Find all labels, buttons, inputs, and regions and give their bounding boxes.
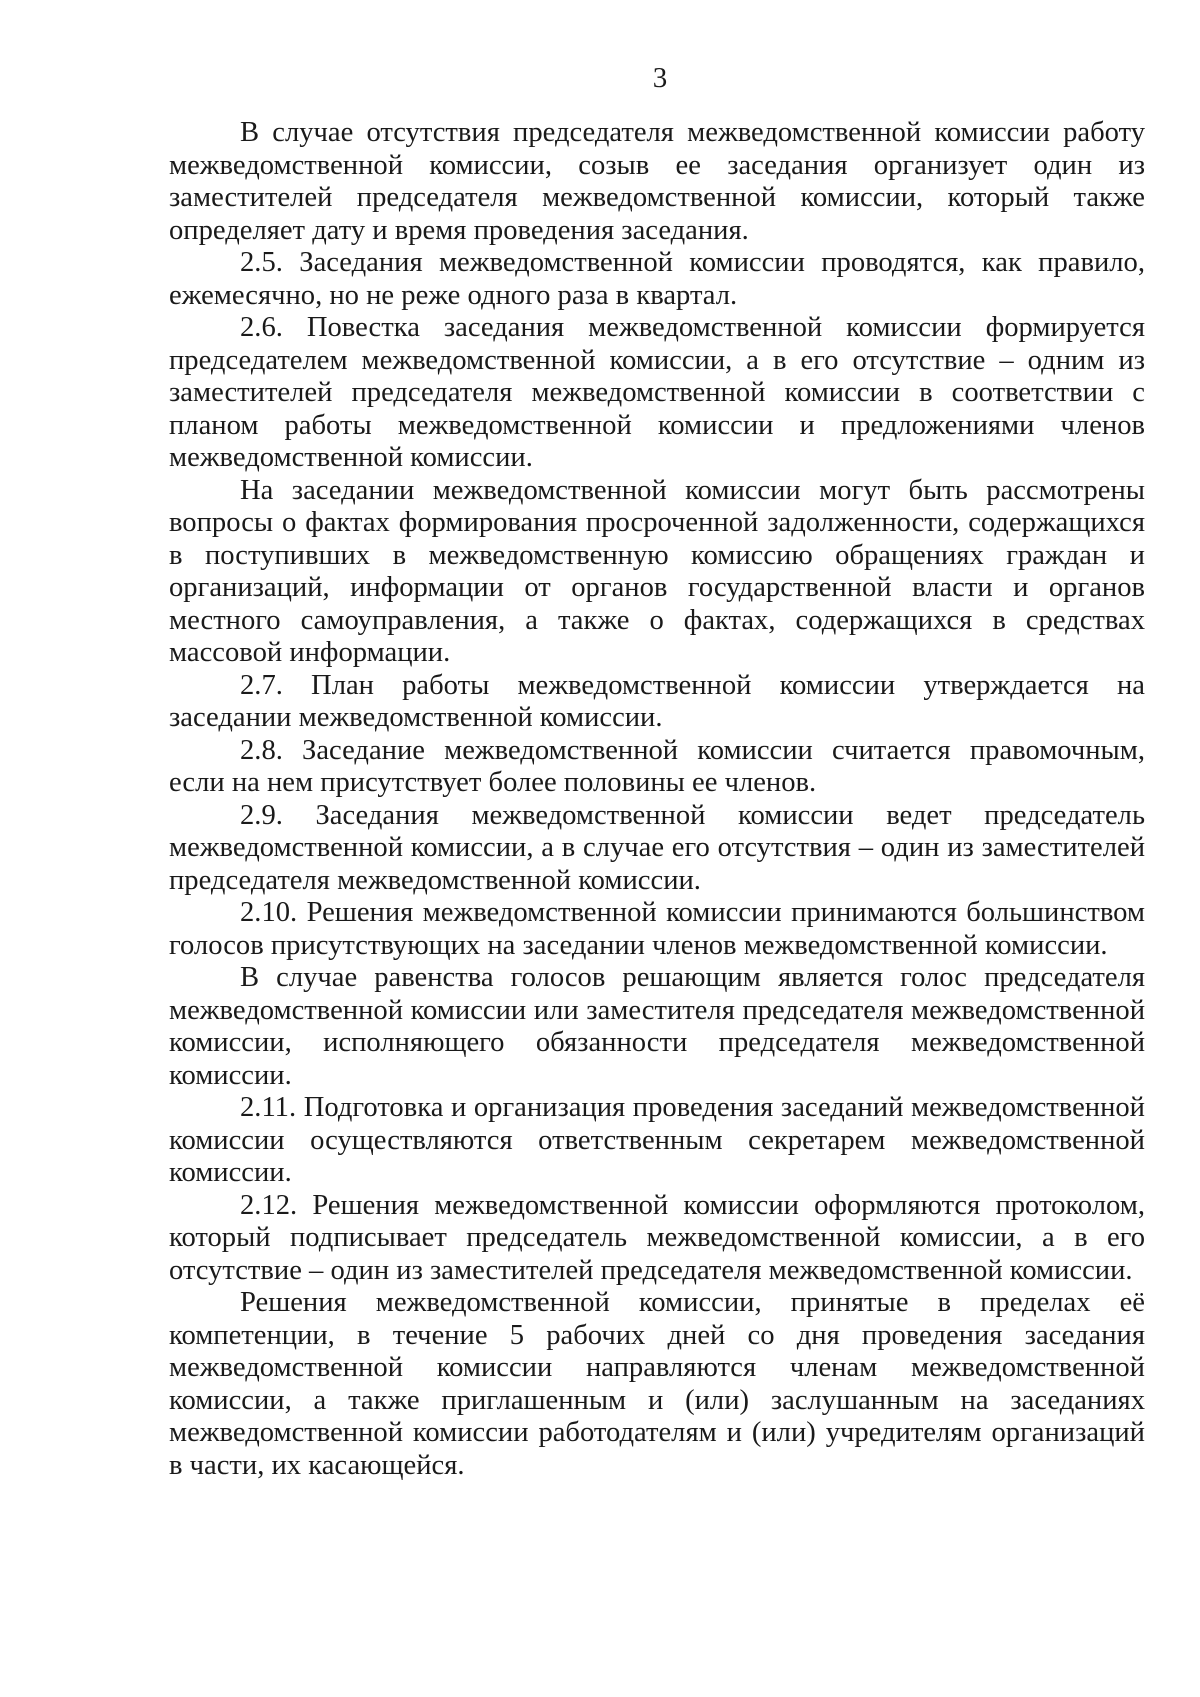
paragraph-2-8: 2.8. Заседание межведомственной комиссии считается правомочным, если на нем присутствует более половины ее членов. <box>169 734 1145 798</box>
paragraph-2-7: 2.7. План работы межведомственной комиссии утверждается на заседании межведомственной комиссии. <box>169 669 1145 733</box>
paragraph-2-5: 2.5. Заседания межведомственной комиссии проводятся, как правило, ежемесячно, но не реже одного раза в квартал. <box>169 247 1145 311</box>
paragraph-2-11: 2.11. Подготовка и организация проведения заседаний межведомственной комиссии осуществляются ответственным секретарем межведомственной комиссии. <box>169 1092 1145 1188</box>
paragraph-tie-vote: В случае равенства голосов решающим является голос председателя межведомственной комиссии или заместителя председателя межведомственной комиссии, исполняющего обязанности председателя межведомственной комиссии. <box>169 962 1145 1091</box>
paragraph-decisions-distribution: Решения межведомственной комиссии, принятые в пределах её компетенции, в течение 5 рабочих дней со дня проведения заседания межведомственной комиссии направляются членам межведомственной комиссии, а также приглашенным и (или) заслушанным на заседаниях межведомственной комиссии работодателям и (или) учредителям организаций в части, их касающейся. <box>169 1287 1145 1481</box>
document-body <box>169 117 1145 1482</box>
paragraph-2-12: 2.12. Решения межведомственной комиссии оформляются протоколом, который подписывает председатель межведомственной комиссии, а в его отсутствие – один из заместителей председателя межведомственной комиссии. <box>169 1189 1145 1286</box>
paragraph-chairman-absence: В случае отсутствия председателя межведомственной комиссии работу межведомственной комиссии, созыв ее заседания организует один из заместителей председателя межведомственной комиссии, который также определяет дату и время проведения заседания. <box>169 117 1145 246</box>
paragraph-2-6: 2.6. Повестка заседания межведомственной комиссии формируется председателем межведомственной комиссии, а в его отсутствие – одним из заместителей председателя межведомственной комиссии в соответствии с планом работы межведомственной комиссии и предложениями членов межведомственной комиссии. <box>169 312 1145 473</box>
paragraph-meeting-questions: На заседании межведомственной комиссии могут быть рассмотрены вопросы о фактах формирования просроченной задолженности, содержащихся в поступивших в межведомственную комиссию обращениях граждан и организаций, информации от органов государственной власти и органов местного самоуправления, а также о фактах, содержащихся в средствах массовой информации. <box>169 474 1145 668</box>
paragraph-2-9: 2.9. Заседания межведомственной комиссии ведет председатель межведомственной комиссии, а в случае его отсутствия – один из заместителей председателя межведомственной комиссии. <box>169 799 1145 896</box>
page-number: 3 <box>652 62 668 94</box>
paragraph-2-10: 2.10. Решения межведомственной комиссии принимаются большинством голосов присутствующих на заседании членов межведомственной комиссии. <box>169 897 1145 961</box>
